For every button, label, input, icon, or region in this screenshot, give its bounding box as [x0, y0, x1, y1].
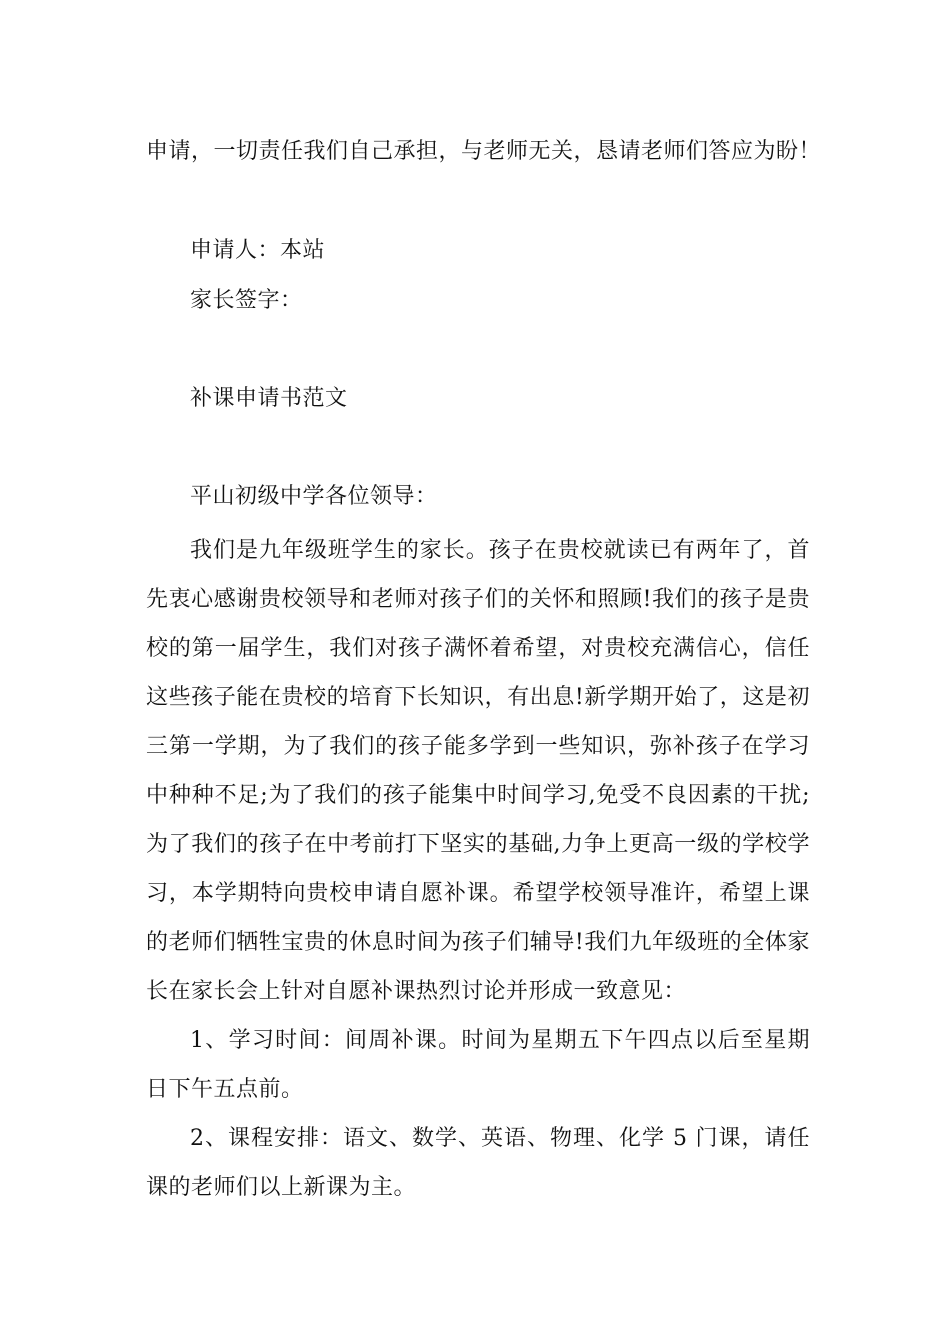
parent-signature-line: 家长签字：: [190, 288, 303, 313]
body-paragraph-item-2: 2、课程安排：语文、数学、英语、物理、化学 5 门课，请任课的老师们以上新课为主。: [146, 1126, 810, 1200]
continuation-line: 申请，一切责任我们自己承担，与老师无关，恳请老师们答应为盼！: [146, 139, 822, 164]
applicant-line: 申请人：本站: [190, 238, 326, 263]
body-paragraph-item-1: 1、学习时间：间周补课。时间为星期五下午四点以后至星期日下午五点前。: [146, 1028, 810, 1102]
body-paragraph-intro: 我们是九年级班学生的家长。孩子在贵校就读已有两年了，首先衷心感谢贵校领导和老师对孩子们的关怀和照顾!我们的孩子是贵校的第一届学生，我们对孩子满怀着希望，对贵校充满信心，信任这些孩子能在贵校的培育下长知识，有出息!新学期开始了，这是初三第一学期，为了我们的孩子能多学到一些知识，弥补孩子在学习中种种不足;为了我们的孩子能集中时间学习,免受不良因素的干扰;为了我们的孩子在中考前打下坚实的基础,力争上更高一级的学校学习，本学期特向贵校申请自愿补课。希望学校领导准许，希望上课的老师们牺牲宝贵的休息时间为孩子们辅导!我们九年级班的全体家长在家长会上针对自愿补课热烈讨论并形成一致意见：: [146, 538, 810, 1004]
section-title: 补课申请书范文: [190, 386, 348, 411]
salutation: 平山初级中学各位领导：: [190, 484, 438, 509]
letter-body: [146, 526, 810, 1212]
